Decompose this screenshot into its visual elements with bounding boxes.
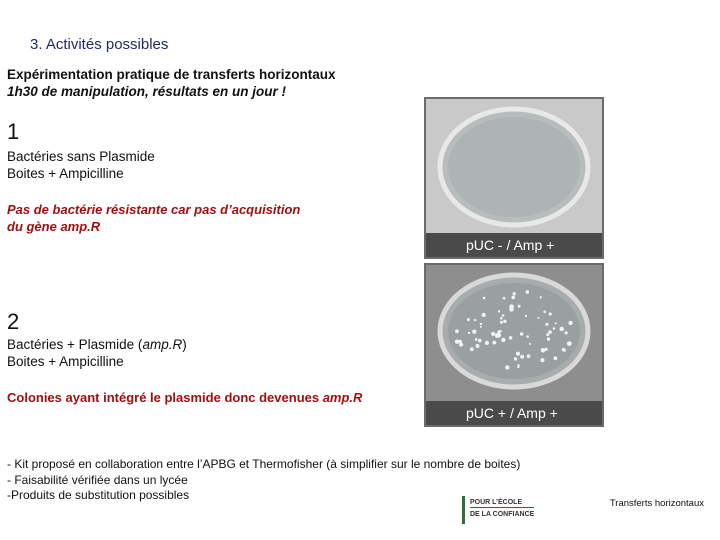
- petri-dish-photo-2: [424, 263, 604, 427]
- bacterial-colony: [547, 337, 550, 340]
- bacterial-colony: [467, 318, 470, 321]
- bacterial-colony: [502, 314, 505, 317]
- bacterial-colony: [561, 328, 563, 330]
- note-item: - Kit proposé en collaboration entre l’APBG et Thermofisher (à simplifier sur le nombre de boites): [7, 457, 521, 471]
- experiment-1-line-2: Boites + Ampicilline: [7, 166, 124, 181]
- experiment-1-number: 1: [7, 119, 20, 144]
- photo-2-caption: pUC + / Amp +: [426, 401, 602, 425]
- bacterial-colony: [514, 357, 517, 360]
- bacterial-colony: [505, 365, 509, 369]
- note-item: -Produits de substitution possibles: [7, 488, 190, 502]
- bacterial-colony: [520, 355, 524, 359]
- bacterial-colony: [475, 338, 478, 341]
- intro-line-1: Expérimentation pratique de transferts horizontaux: [7, 67, 336, 82]
- logo-line-1: POUR L’ÉCOLE: [470, 499, 523, 506]
- note-item: - Faisabilité vérifiée dans un lycée: [7, 472, 188, 487]
- photo-1-caption: pUC - / Amp +: [426, 233, 602, 257]
- bacterial-colony: [517, 366, 519, 368]
- bacterial-colony: [526, 335, 529, 338]
- bacterial-colony: [568, 321, 572, 325]
- bacterial-colony: [496, 333, 501, 338]
- bacterial-colony: [468, 332, 470, 334]
- bacterial-colony: [491, 332, 495, 336]
- bacterial-colony: [529, 343, 531, 345]
- bacterial-colony: [492, 341, 496, 345]
- experiment-2-line-2: Boites + Ampicilline: [7, 354, 124, 369]
- bacterial-colony: [498, 310, 500, 312]
- bacterial-colony: [520, 332, 524, 336]
- bacterial-colony: [540, 296, 542, 298]
- experiment-1-result-line-2: du gène amp.R: [7, 219, 101, 234]
- bacterial-colony: [511, 296, 515, 300]
- bacterial-colony: [485, 341, 489, 345]
- bacterial-colony: [565, 331, 568, 334]
- bacterial-colony: [541, 348, 546, 353]
- bacterial-colony: [555, 322, 557, 324]
- bacterial-colony: [459, 343, 463, 347]
- experiment-1-description: [7, 148, 155, 182]
- petri-dish-2-image: [426, 265, 602, 403]
- bacterial-colony: [483, 297, 486, 300]
- experiment-1-line-1: Bactéries sans Plasmide: [7, 149, 155, 164]
- bacterial-colony: [543, 311, 546, 314]
- bacterial-colony: [470, 347, 474, 351]
- bacterial-colony: [567, 341, 572, 346]
- bacterial-colony: [476, 344, 480, 348]
- bacterial-colony: [509, 304, 514, 309]
- bacterial-colony: [474, 319, 476, 321]
- experiment-2-number: 2: [7, 309, 20, 334]
- bacterial-colony: [500, 321, 503, 324]
- logo-line-2: DE LA CONFIANCE: [470, 507, 534, 519]
- bacterial-colony: [455, 340, 459, 344]
- experiment-1-result-line-1: Pas de bactérie résistante car pas d’acquisition: [7, 202, 301, 217]
- experiment-2-description: [7, 336, 187, 370]
- bacterial-colony: [500, 317, 503, 320]
- intro-line-2: 1h30 de manipulation, résultats en un jour !: [7, 84, 287, 99]
- bacterial-colony: [541, 358, 545, 362]
- bacterial-colony: [513, 292, 516, 295]
- bacterial-colony: [554, 356, 558, 360]
- bacterial-colony: [546, 333, 549, 336]
- bacterial-colony: [527, 354, 531, 358]
- bacterial-colony: [545, 348, 548, 351]
- ministry-logo: [462, 496, 558, 524]
- bacterial-colony: [509, 336, 513, 340]
- experiment-1-result: [7, 201, 300, 235]
- bacterial-colony: [478, 339, 482, 343]
- bacterial-colony: [526, 290, 530, 294]
- experiment-2-result: Colonies ayant intégré le plasmide donc devenues amp.R: [7, 390, 363, 405]
- bacterial-colony: [538, 317, 540, 319]
- bacterial-colony: [518, 305, 521, 308]
- bacterial-colony: [482, 313, 486, 317]
- bacterial-colony: [503, 297, 506, 300]
- intro-block: [7, 66, 336, 100]
- bacterial-colony: [472, 330, 476, 334]
- bacterial-colony: [553, 327, 556, 330]
- bacterial-colony: [516, 352, 520, 356]
- bacterial-colony: [549, 312, 552, 315]
- section-title: 3. Activités possibles: [30, 36, 169, 53]
- bacterial-colony: [501, 338, 505, 342]
- bacterial-colony: [480, 326, 482, 328]
- bacterial-colony: [563, 349, 566, 352]
- bacterial-colony: [503, 320, 506, 323]
- petri-dish-1-image: [426, 99, 602, 235]
- experiment-2-line-1: Bactéries + Plasmide (amp.R): [7, 337, 187, 352]
- logo-bar: [462, 496, 465, 524]
- bacterial-colony: [525, 315, 527, 317]
- petri-dish-photo-1: [424, 97, 604, 259]
- bacterial-colony: [455, 329, 459, 333]
- bacterial-colony: [545, 323, 548, 326]
- footer-label: Transferts horizontaux: [609, 498, 704, 509]
- bacterial-colony: [548, 330, 552, 334]
- bacterial-colony: [480, 323, 482, 325]
- notes-list: [7, 457, 520, 504]
